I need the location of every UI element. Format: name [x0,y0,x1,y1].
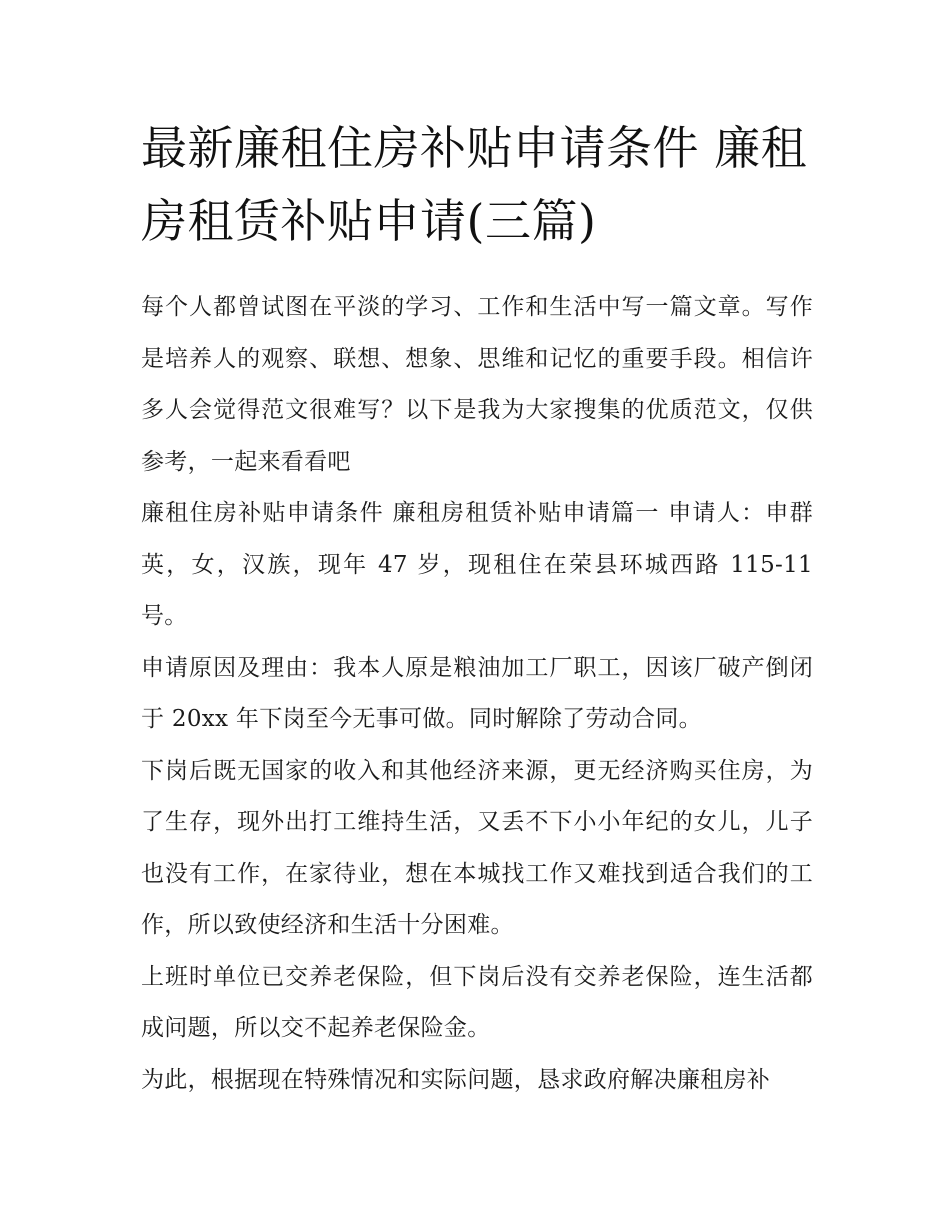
hardship-paragraph: 下岗后既无国家的收入和其他经济来源，更无经济购买住房，为了生存，现外出打工维持生活，又丢不下小小年纪的女儿，儿子也没有工作，在家待业，想在本城找工作又难找到适合我们的工作，所以致使经济和生活十分困难。 [141,757,813,938]
intro-paragraph: 每个人都曾试图在平淡的学习、工作和生活中写一篇文章。写作是培养人的观察、联想、想象、思维和记忆的重要手段。相信许多人会觉得范文很难写？以下是我为大家搜集的优质范文，仅供参考，一起来看看吧 [141,294,813,475]
insurance-paragraph: 上班时单位已交养老保险，但下岗后没有交养老保险，连生活都成问题，所以交不起养老保险金。 [141,963,813,1041]
document-page [141,112,813,1106]
document-body [141,282,813,1106]
document-title: 最新廉租住房补贴申请条件 廉租房租赁补贴申请(三篇) [141,121,808,248]
applicant-paragraph: 廉租住房补贴申请条件 廉租房租赁补贴申请篇一 申请人：申群英，女，汉族，现年 47 岁，现租住在荣县环城西路 115-11 号。 [141,500,813,629]
reason-paragraph: 申请原因及理由：我本人原是粮油加工厂职工，因该厂破产倒闭于 20xx 年下岗至今无事可做。同时解除了劳动合同。 [141,654,813,732]
request-paragraph: 为此，根据现在特殊情况和实际问题，恳求政府解决廉租房补 [141,1066,771,1093]
